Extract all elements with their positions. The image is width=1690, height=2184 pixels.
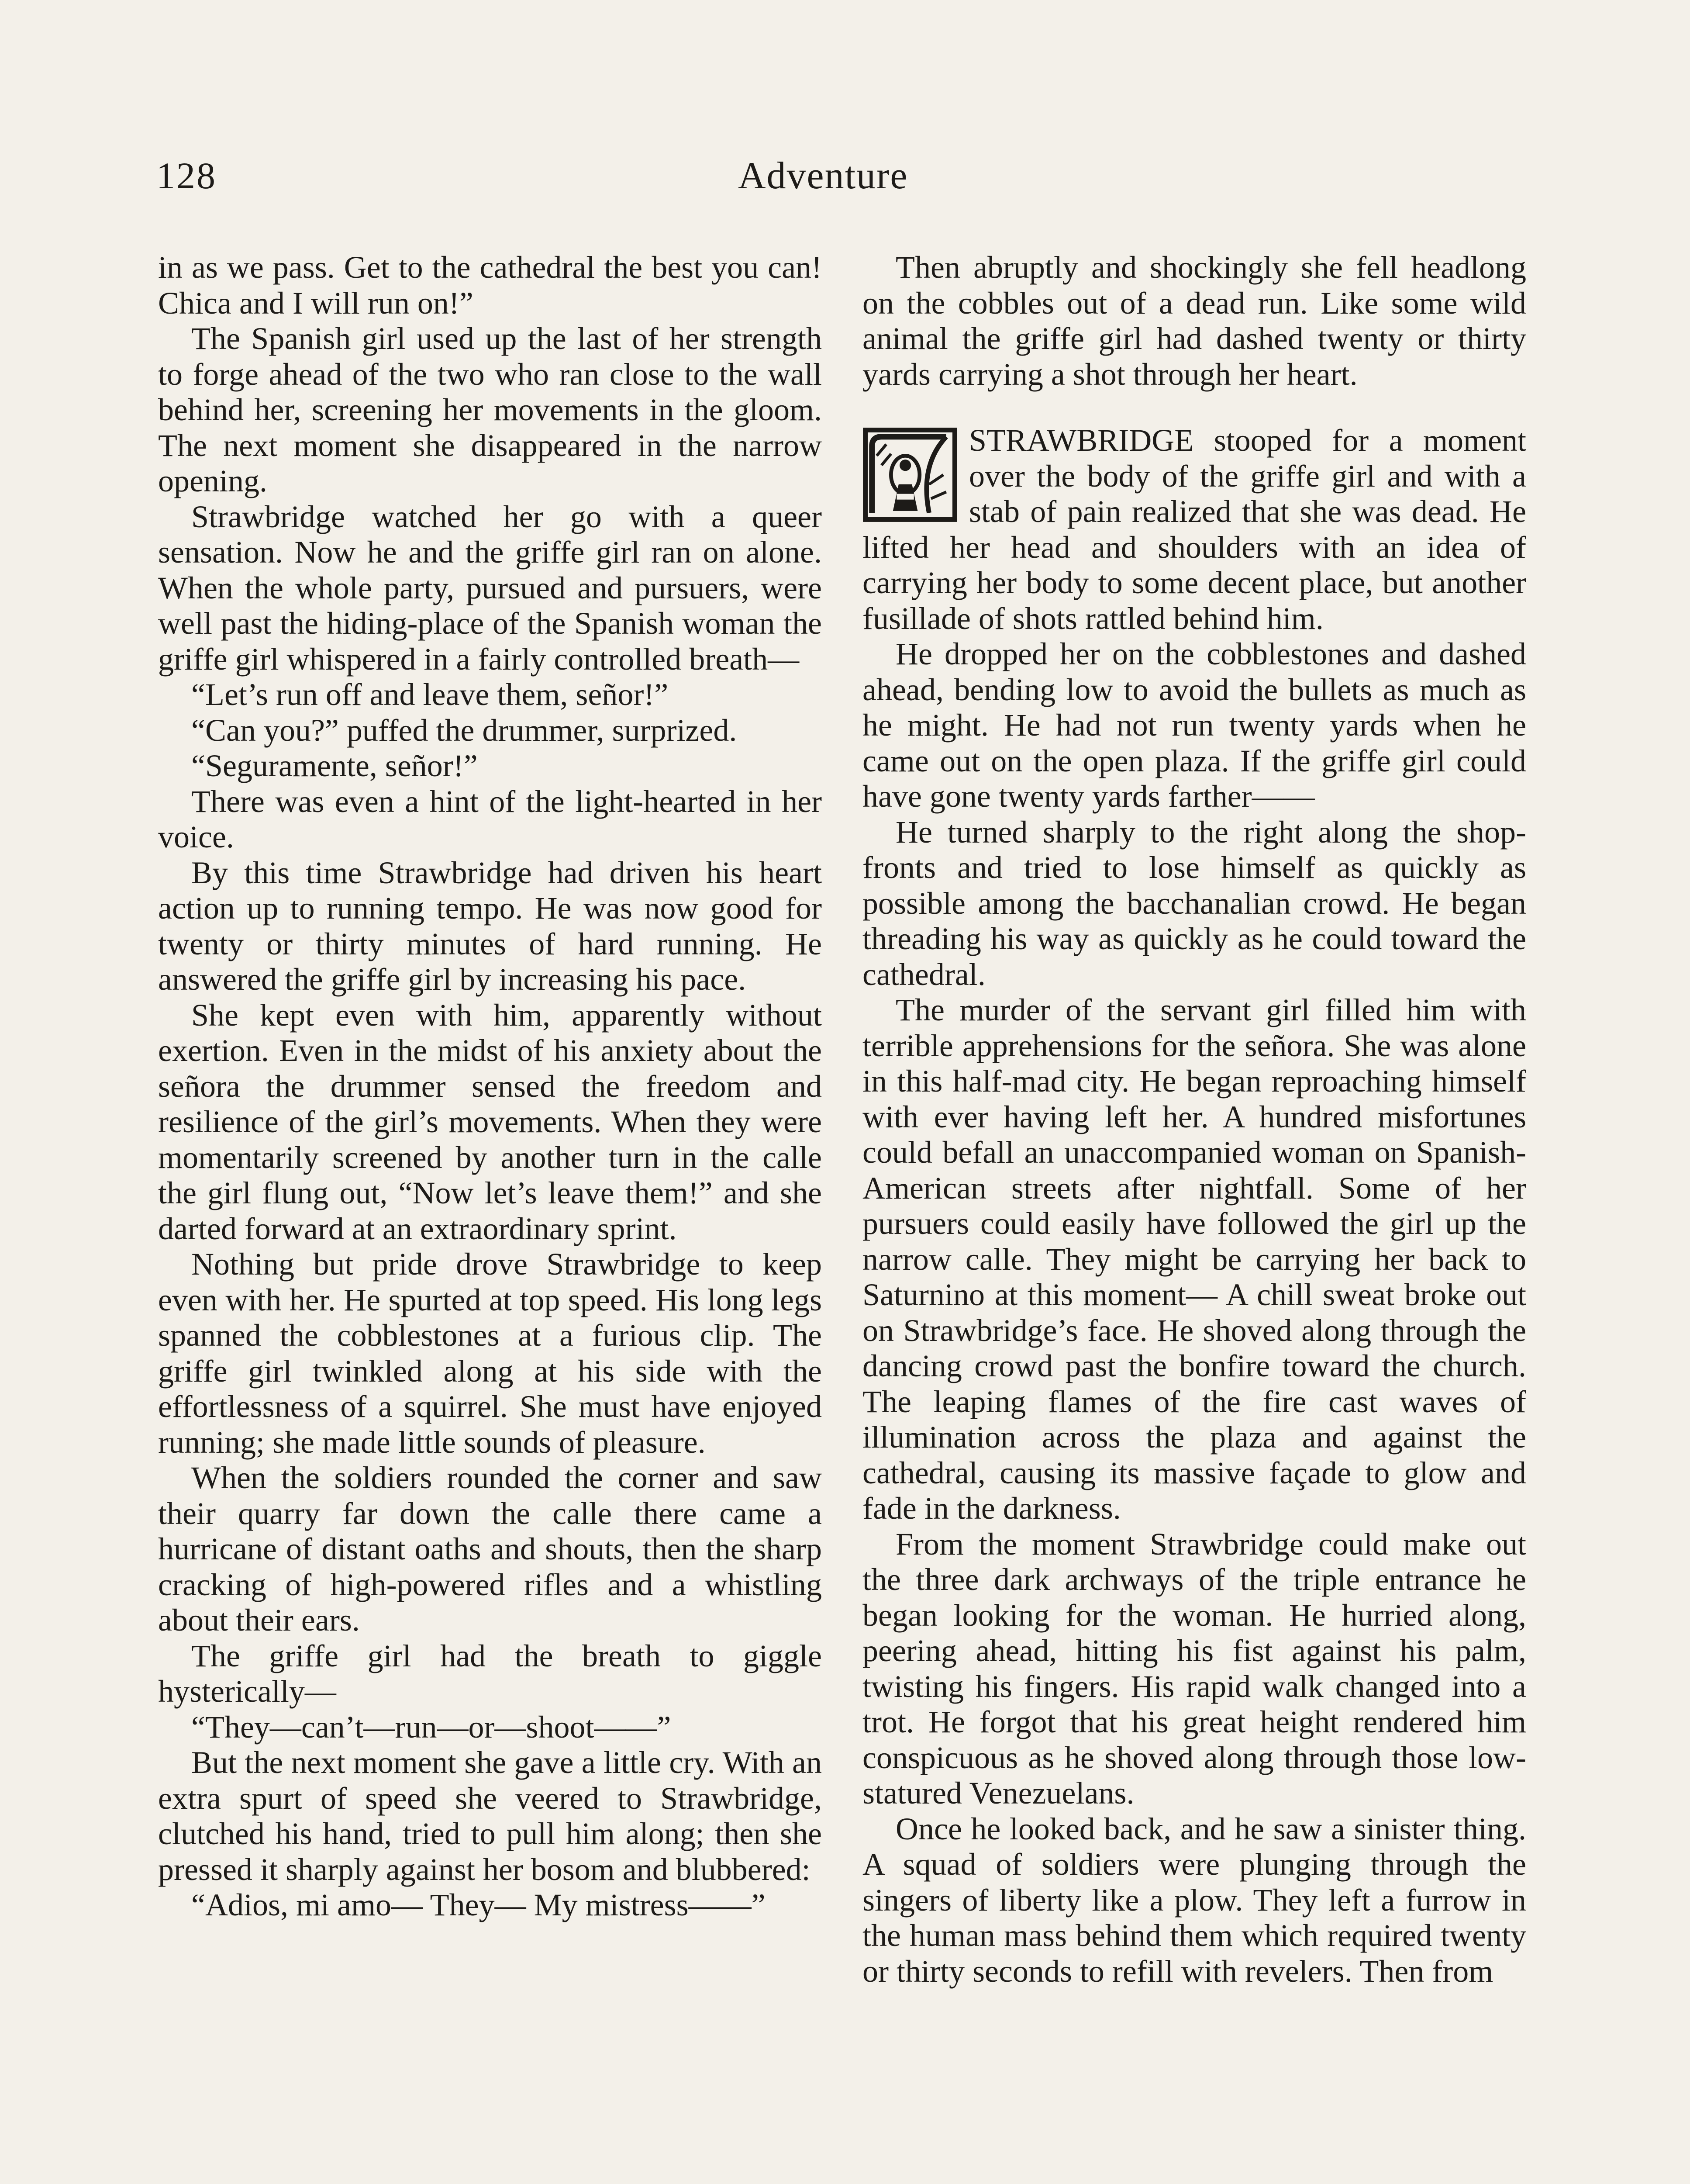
paragraph: “Can you?” puffed the drummer, surprized.	[191, 712, 737, 748]
paragraph: The griffe girl had the breath to giggle hysterically—	[158, 1638, 822, 1709]
paragraph: Once he looked back, and he saw a sinister thing. A squad of soldiers were plunging through the singers of liberty like a plow. They left a furrow in the human mass behind them which required twenty or thirty seconds to refill with revelers. Then from	[862, 1811, 1526, 1989]
dropcap-paragraph	[862, 423, 1526, 636]
paragraph: “Let’s run off and leave them, señor!”	[191, 677, 669, 712]
paragraph: The murder of the servant girl filled him with terrible apprehensions for the señora. She was alone in this half-mad city. He began reproaching himself with ever having left her. A hundred misfortunes could befall an unaccompanied woman on Spanish-American streets after nightfall. Some of her pursuers could easily have followed the girl up the narrow calle. They might be carrying her back to Saturnino at this moment— A chill sweat broke out on Strawbridge’s face. He shoved along through the dancing crowd past the bonfire toward the church. The leaping flames of the fire cast waves of illumination across the plaza and against the cathedral, causing its massive façade to glow and fade in the darkness.	[862, 992, 1526, 1526]
paragraph: There was even a hint of the light-hearted in her voice.	[158, 784, 822, 854]
running-head: Adventure	[738, 155, 908, 197]
paragraph: “They—can’t—run—or—shoot——”	[191, 1709, 671, 1745]
paragraph: in as we pass. Get to the cathedral the best you can! Chica and I will run on!”	[158, 250, 822, 321]
paragraph: But the next moment she gave a little cry. With an extra spurt of speed she veered to Strawbridge, clutched his hand, tried to pull him along; then she pressed it sharply against her bosom and blubbered:	[158, 1745, 822, 1887]
paragraph: By this time Strawbridge had driven his heart action up to running tempo. He was now good for twenty or thirty minutes of hard running. He answered the griffe girl by increasing his pace.	[158, 855, 822, 997]
paragraph: Strawbridge watched her go with a queer sensation. Now he and the griffe girl ran on alone. When the whole party, pursued and pursuers, were well past the hiding-place of the Spanish woman the griffe girl whispered in a fairly controlled breath—	[158, 499, 822, 677]
paragraph: When the soldiers rounded the corner and saw their quarry far down the calle there came a hurricane of distant oaths and shouts, then the sharp cracking of high-powered rifles and a whistling about their ears.	[158, 1460, 822, 1638]
paragraph: The Spanish girl used up the last of her strength to forge ahead of the two who ran close to the wall behind her, screening her movements in the gloom. The next moment she disappeared in the narrow opening.	[158, 321, 822, 498]
paragraph: From the moment Strawbridge could make out the three dark archways of the triple entrance he began looking for the woman. He hurried along, peering ahead, hitting his fist against his palm, twisting his fingers. His rapid walk changed into a trot. He forgot that his great height rendered him conspicuous as he shoved along through those low-statured Venezuelans.	[862, 1526, 1526, 1811]
paragraph: “Adios, mi amo— They— My mistress——”	[191, 1887, 766, 1922]
paragraph: Then abruptly and shockingly she fell headlong on the cobbles out of a dead run. Like some wild animal the griffe girl had dashed twenty or thirty yards carrying a shot through her heart.	[862, 250, 1526, 392]
dropcap-ornament-icon	[862, 427, 958, 522]
page-number: 128	[156, 155, 217, 197]
paragraph: She kept even with him, apparently without exertion. Even in the midst of his anxiety about the señora the drummer sensed the freedom and resilience of the girl’s movements. When they were momentarily screened by another turn in the calle the girl flung out, “Now let’s leave them!” and she darted forward at an extraordinary sprint.	[158, 997, 822, 1246]
paragraph: He dropped her on the cobblestones and dashed ahead, bending low to avoid the bullets as much as he might. He had not run twenty yards when he came out on the open plaza. If the griffe girl could have gone twenty yards farther——	[862, 636, 1526, 814]
paragraph: “Seguramente, señor!”	[191, 748, 478, 783]
left-column	[158, 250, 822, 1923]
paragraph: Nothing but pride drove Strawbridge to keep even with her. He spurted at top speed. His long legs spanned the cobblestones at a furious clip. The griffe girl twinkled along at his side with the effortlessness of a squirrel. She must have enjoyed running; she made little sounds of pleasure.	[158, 1247, 822, 1460]
dropcap-paragraph-text: STRAWBRIDGE stooped for a moment over the body of the griffe girl and with a stab of pain realized that she was dead. He lifted her head and shoulders with an idea of carrying her body to some decent place, but another fusillade of shots rattled behind him.	[862, 423, 1526, 636]
right-column	[862, 250, 1526, 1989]
paragraph: He turned sharply to the right along the shop-fronts and tried to lose himself as quickly as possible among the bacchanalian crowd. He began threading his way as quickly as he could toward the cathedral.	[862, 814, 1526, 992]
